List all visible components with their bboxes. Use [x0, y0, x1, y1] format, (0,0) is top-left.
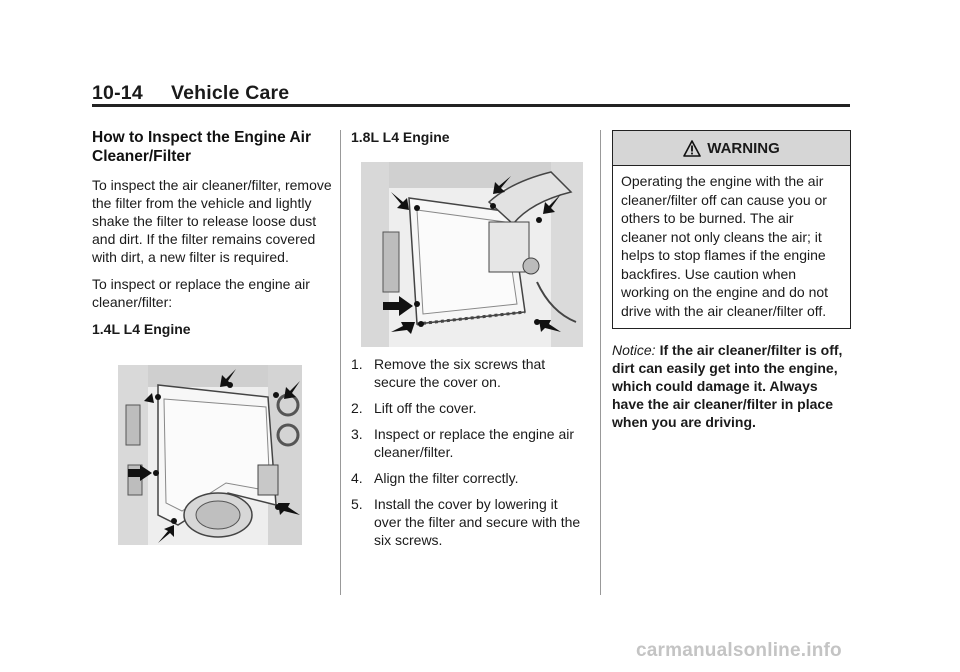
column-divider-left [340, 130, 341, 595]
list-item: 5. Install the cover by lowering it over the filter and secure with the six screws. [351, 496, 581, 548]
warning-title: WARNING [707, 139, 780, 157]
notice [612, 341, 850, 431]
engine-label-14l: 1.4L L4 Engine [92, 321, 191, 337]
steps-list [351, 355, 588, 549]
warning-box [612, 130, 851, 329]
list-item: 2. Lift off the cover. [351, 400, 477, 416]
section-title: How to Inspect the Engine Air Cleaner/Filter [92, 129, 312, 165]
engine-photo-18l [361, 162, 583, 347]
list-item: 4. Align the filter correctly. [351, 470, 519, 486]
header-rule [92, 104, 850, 107]
page-header-title: 10-14 Vehicle Care [92, 82, 290, 104]
column-right [612, 130, 850, 431]
warning-triangle-icon [683, 140, 701, 157]
engine-illustration-18l [361, 162, 583, 347]
warning-header [613, 131, 850, 166]
engine-illustration-14l [118, 365, 302, 545]
notice-text: If the air cleaner/filter is off, dirt can easily get into the engine, which could damage it. Always have the air cleaner/filter in place when you are driving. [612, 342, 843, 430]
warning-text: Operating the engine with the air cleaner/filter off can cause you or others to be burned. The air cleaner not only cleans the air; it helps to stop flames if the engine backfires. Use caution when working on the engine and do not drive with the air cleaner/filter off. [621, 173, 829, 319]
intro-paragraph: To inspect the air cleaner/filter, remove the filter from the vehicle and lightly shake the filter to release loose dust and dirt. If the filter remains covered with dirt, a new filter is required. [92, 177, 332, 265]
notice-label: Notice: [612, 342, 656, 358]
engine-photo-14l [118, 365, 302, 545]
inspect-paragraph: To inspect or replace the engine air cleaner/filter: [92, 276, 310, 310]
engine-label-18l: 1.8L L4 Engine [351, 129, 450, 145]
watermark: carmanualsonline.info [636, 640, 842, 661]
column-middle [351, 128, 588, 557]
list-item: 1. Remove the six screws that secure the cover on. [351, 356, 546, 390]
column-left [92, 128, 332, 545]
column-divider-right [600, 130, 601, 595]
list-item: 3. Inspect or replace the engine air cleaner/filter. [351, 426, 575, 460]
